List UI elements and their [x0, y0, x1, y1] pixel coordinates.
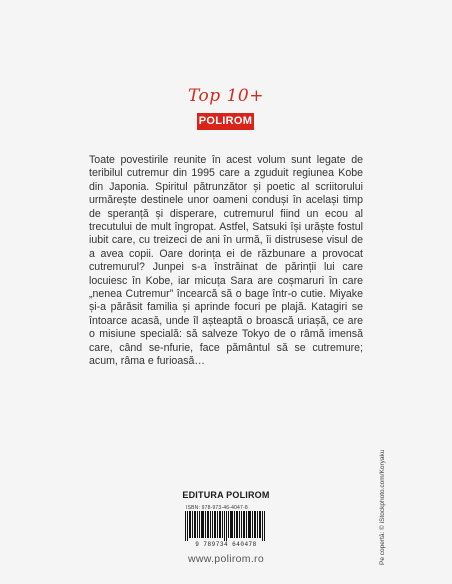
book-blurb: Toate povestirile reunite în acest volum sunt legate de teribilul cutremur din 1995 care a zguduit regiunea Kobe din Japonia. Spiritul pătrunzător și poetic al scriitorului urmărește destinele unor oameni conduși în același timp de speranță și disperare, cutremurul fiind un ecou al trecutului de mult îngropat. Astfel, Satsuki își urăște fostul iubit care, cu treizeci de ani în urmă, îi distrusese visul de a avea copii. Oare dorința ei de răzbunare a provocat cutremurul? Junpei s-a înstrăinat de părinții lui care locuiesc în Kobe, iar micuța Sara are coșmaruri în care „nenea Cutremur” încearcă să o bage într-o cutie. Miyake și-a părăsit familia și aprinde focuri pe plajă. Katagiri se întoarce acasă, unde îl așteaptă o broască uriașă, ce are o misiune specială: să salveze Tokyo de o râmă imensă care, când se-nfurie, face pământul să se cutremure; acum, râma e furioasă… — [89, 154, 363, 368]
publisher-badge: POLIROM — [197, 113, 254, 130]
isbn-label: ISBN: 978-973-46-4047-8 — [186, 505, 248, 511]
cover-credit: Pe copertă: © iStockphoto.com/Koryaku — [379, 449, 386, 565]
imprint-name: EDITURA POLIROM — [182, 490, 270, 500]
barcode-icon — [185, 511, 267, 541]
publisher-website: www.polirom.ro — [188, 553, 264, 565]
barcode-digits: 9 789734 640478 — [195, 541, 257, 548]
series-logo: Top 10+ — [188, 86, 264, 106]
